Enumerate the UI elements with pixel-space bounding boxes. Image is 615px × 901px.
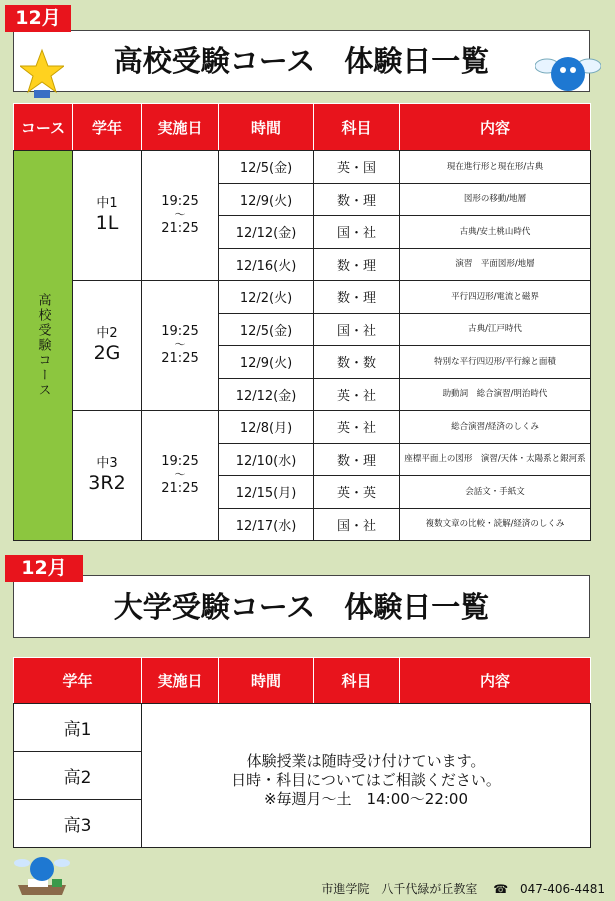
grade-cell: 高3 bbox=[14, 800, 142, 848]
date-cell: 12/2(火) bbox=[219, 281, 314, 314]
content-cell: 現在進行形と現在形/古典 bbox=[400, 151, 591, 184]
subject-cell: 国・社 bbox=[314, 508, 400, 541]
subject-cell: 数・理 bbox=[314, 443, 400, 476]
header-subject: 科目 bbox=[314, 658, 400, 704]
star-mascot-icon bbox=[20, 48, 64, 100]
subject-cell: 英・国 bbox=[314, 151, 400, 184]
class-name: 2G bbox=[93, 341, 121, 364]
content-cell: 図形の移動/地層 bbox=[400, 183, 591, 216]
header-content: 内容 bbox=[400, 104, 591, 151]
bird-mascot-icon bbox=[535, 50, 601, 94]
month-tab-university: 12月 bbox=[5, 555, 83, 582]
subject-cell: 数・理 bbox=[314, 281, 400, 314]
grade-level: 中3 bbox=[96, 456, 118, 472]
content-cell: 特別な平行四辺形/平行線と面積 bbox=[400, 346, 591, 379]
date-cell: 12/8(月) bbox=[219, 411, 314, 444]
content-cell: 座標平面上の図形 演習/天体・太陽系と銀河系 bbox=[400, 443, 591, 476]
class-name: 3R2 bbox=[88, 471, 126, 494]
course-cell: 高校受験コース bbox=[14, 151, 73, 541]
table-row bbox=[14, 281, 591, 314]
content-cell: 助動詞 総合演習/明治時代 bbox=[400, 378, 591, 411]
date-cell: 12/12(金) bbox=[219, 378, 314, 411]
subject-cell: 英・英 bbox=[314, 476, 400, 509]
subject-cell: 国・社 bbox=[314, 313, 400, 346]
subject-cell: 数・数 bbox=[314, 346, 400, 379]
school-name: 市進学院 八千代緑が丘教室 bbox=[321, 882, 478, 896]
date-cell: 12/16(火) bbox=[219, 248, 314, 281]
date-cell: 12/10(水) bbox=[219, 443, 314, 476]
time-tilde: ～ bbox=[174, 468, 186, 482]
notice-line: 体験授業は随時受け付けています。 bbox=[246, 752, 486, 771]
time-end: 21:25 bbox=[161, 220, 199, 236]
time-tilde: ～ bbox=[174, 208, 186, 222]
study-mascot-icon bbox=[14, 855, 70, 895]
notice-cell bbox=[142, 704, 591, 848]
subject-cell: 数・理 bbox=[314, 248, 400, 281]
date-cell: 12/15(月) bbox=[219, 476, 314, 509]
date-cell: 12/5(金) bbox=[219, 313, 314, 346]
high-school-schedule-table bbox=[13, 103, 591, 541]
content-cell: 古典/安土桃山時代 bbox=[400, 216, 591, 249]
grade-cell bbox=[73, 281, 142, 411]
content-cell: 平行四辺形/電流と磁界 bbox=[400, 281, 591, 314]
time-cell bbox=[142, 151, 219, 281]
subject-cell: 数・理 bbox=[314, 183, 400, 216]
header-date: 実施日 bbox=[142, 658, 219, 704]
footer bbox=[321, 880, 605, 897]
page-title: 高校受験コース 体験日一覧 bbox=[13, 30, 590, 92]
time-cell bbox=[142, 281, 219, 411]
header-date: 実施日 bbox=[142, 104, 219, 151]
header-course: コース bbox=[14, 104, 73, 151]
class-name: 1L bbox=[95, 211, 119, 234]
content-cell: 演習 平面図形/地層 bbox=[400, 248, 591, 281]
header-grade: 学年 bbox=[73, 104, 142, 151]
time-cell bbox=[142, 411, 219, 541]
header-time: 時間 bbox=[219, 658, 314, 704]
header-time: 時間 bbox=[219, 104, 314, 151]
grade-cell bbox=[73, 411, 142, 541]
grade-cell: 高2 bbox=[14, 752, 142, 800]
content-cell: 複数文章の比較・読解/経済のしくみ bbox=[400, 508, 591, 541]
phone-number: 047-406-4481 bbox=[519, 882, 605, 896]
content-cell: 会話文・手紙文 bbox=[400, 476, 591, 509]
time-end: 21:25 bbox=[161, 480, 199, 496]
date-cell: 12/9(火) bbox=[219, 183, 314, 216]
content-cell: 古典/江戸時代 bbox=[400, 313, 591, 346]
header-content: 内容 bbox=[400, 658, 591, 704]
date-cell: 12/17(水) bbox=[219, 508, 314, 541]
time-tilde: ～ bbox=[174, 338, 186, 352]
grade-cell: 高1 bbox=[14, 704, 142, 752]
date-cell: 12/12(金) bbox=[219, 216, 314, 249]
notice-line: 日時・科目についてはご相談ください。 bbox=[231, 771, 501, 790]
table-row bbox=[14, 411, 591, 444]
time-start: 19:25 bbox=[161, 454, 199, 470]
date-cell: 12/9(火) bbox=[219, 346, 314, 379]
grade-level: 中1 bbox=[96, 196, 118, 212]
time-start: 19:25 bbox=[161, 194, 199, 210]
date-cell: 12/5(金) bbox=[219, 151, 314, 184]
subject-cell: 国・社 bbox=[314, 216, 400, 249]
grade-level: 中2 bbox=[96, 326, 118, 342]
table-row bbox=[14, 151, 591, 184]
content-cell: 総合演習/経済のしくみ bbox=[400, 411, 591, 444]
university-title: 大学受験コース 体験日一覧 bbox=[13, 575, 590, 638]
notice-line: ※毎週月～土 14:00～22:00 bbox=[263, 789, 469, 808]
university-schedule-table bbox=[13, 657, 591, 848]
subject-cell: 英・社 bbox=[314, 411, 400, 444]
grade-cell bbox=[73, 151, 142, 281]
time-start: 19:25 bbox=[161, 324, 199, 340]
month-tab: 12月 bbox=[5, 5, 71, 32]
subject-cell: 英・社 bbox=[314, 378, 400, 411]
header-grade: 学年 bbox=[14, 658, 142, 704]
header-subject: 科目 bbox=[314, 104, 400, 151]
phone-icon: ☎ bbox=[493, 882, 509, 896]
time-end: 21:25 bbox=[161, 350, 199, 366]
